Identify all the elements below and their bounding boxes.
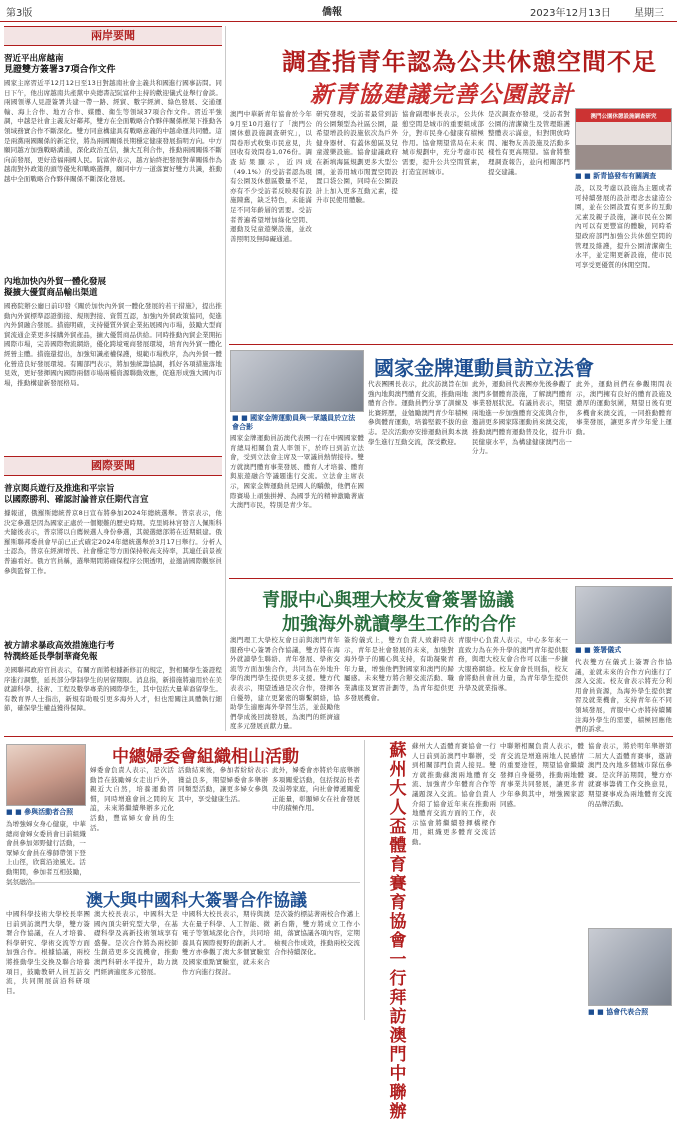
top-story-body-col3: 協會副理事長表示，公共休憩空間是城市的重要組成部分，對市民身心健康有積極作用。協會期望當局在未來城市規劃中，充分考慮市民需要，提升公共空間質素，打造宜居城市。 [402, 110, 484, 176]
section-divider [229, 344, 673, 345]
suzhou-vertical-headline: 蘇州大人盃體育賽育協會一行拜訪澳門中聯辦 [389, 741, 407, 1122]
hiking-group-photo [6, 744, 86, 806]
article-body: 據報道，俄羅斯總統普京8日宣布將參加2024年總統選舉。普京表示，他決定參選是因為國家正處於一個艱難的歷史時期。克里姆林宮發言人佩斯科夫隨後表示，普京將以自薦候選人身份參選，其競選總部將在近期組建。俄羅斯聯邦委員會早前已正式確定2024年總統選舉於3月17日舉行。分析人士認為，普京在經濟增長、社會穩定等方面保持較高支持率，其連任前景被普遍看好。俄方官員稱，選舉期間將確保程序公開透明，並邀請國際觀察員參與監督工作。 [4, 509, 222, 575]
athletes-body-col1: 國家金牌運動員訪澳代表團一行在中國國家體育總局相關負責人率領下，於昨日到訪立法會，受到立法會主席及一眾議員熱情接待。雙方就澳門體育事業發展、體育人才培養、體育與旅遊融合等議題進行交流。立法會主席表示，國家金牌運動員是國人的驕傲，他們在國際賽場上頑強拼搏、為國爭光的精神激勵著廣大澳門市民，特別是青少年。 [230, 434, 364, 510]
photo-caption: ■ ■ 新青協發布有關調查 [575, 172, 672, 181]
section-title-cross-strait: 兩岸要聞 [4, 26, 222, 46]
athletes-body-col4: 此外，運動員們在參觀期間表示，澳門擁有良好的體育設施及濃厚的運動氛圍，期望日後有更多機會來澳交流，一同推動體育事業發展，讓更多青少年愛上運動。 [576, 380, 672, 436]
article-subheadline: 以國際勝利、確認討論普京任期代言宣 [4, 495, 149, 505]
suzhou-body-col1: 蘇州大人盃體育賽協會一行人日前到訪澳門中聯辦，受到相關部門負責人接見。雙方就推動蘇澳兩地體育交流、加強青少年體育合作等議題深入交流。協會負責人介紹了協會近年來在推動兩地體育交流方面的工作，表示協會將繼續發揮橋樑作用，組織更多體育交流活動。 [412, 742, 496, 846]
women-committee-body-col3: 活動結束後，參加者紛紛表示獲益良多，期望婦委會多舉辦同類型活動，讓更多婦女參與其中，享受健康生活。 [178, 766, 268, 803]
section-divider [6, 882, 360, 883]
article-subheadline: 擬擴大優質商品輸出渠道 [4, 288, 98, 298]
top-story-body-col4: 是次調查亦發現，受訪者對公園的清潔衛生及管理維護整體表示滿意，但對開放時間、寵物友善設施及活動多樣性有更高期望。協會將整理調查報告，並向相關部門提交建議。 [488, 110, 570, 176]
suzhou-body-col2: 中聯辦相關負責人表示，體育交流是增進兩地人民感情的重要途徑，期望協會繼續發揮自身優勢，推動兩地體育事業共同發展，讓更多青少年參與其中，增強國家認同感。 [500, 742, 584, 808]
article-headline: 習近平出席越南 [4, 54, 64, 64]
left-column [4, 26, 222, 762]
youth-centre-body-col1: 澳門理工大學校友會日前與澳門青年服務中心簽署合作協議，雙方將在海外就讀學生聯絡、青年發展、學術交流等方面加強合作，共同為在外地升學的澳門學生提供更多支援。雙方代表表示，期望透過是次合作，發揮各自優勢，建立更緊密的聯繫網絡，協助學生適應海外學習生活，並鼓勵他們學成後回澳發展，為澳門的經濟適度多元發展貢獻力量。 [230, 636, 340, 731]
athletes-body-col2: 代表團團長表示，此次訪澳旨在加強內地與澳門體育交流，推動兩地體育合作。運動員們分享了訓練及比賽經歷，並勉勵澳門青少年積極參與體育運動，培養堅毅不拔的意志。是次活動亦安排運動員與本澳學生進行互動交流，深受歡迎。 [368, 380, 468, 446]
article-body: 美國聯邦政府官員表示，有關方面將根據新修訂的規定，對相關學生簽證程序進行調整，延長部分學制學生的居留期限。消息指，新措施將適用於在美就讀科學、技術、工程及數學專業的國際學生，其中包括大量華裔留學生。有教育界人士指出，新規有助吸引更多海外人才，但也需關注具體執行細節，確保學生權益獲得保障。 [4, 666, 222, 713]
article-headline: 被方請求暴政高效措施進行考 [4, 641, 115, 651]
section-title-international: 國際要聞 [4, 456, 222, 476]
section-divider [4, 736, 673, 737]
article-subheadline: 見證雙方簽署37項合作文件 [4, 65, 116, 75]
article-headline: 內地加快內外貿一體化發展 [4, 277, 107, 287]
women-committee-headline: 中總婦委會組織相山活動 [112, 747, 299, 767]
universities-body-col4: 是次簽約標誌著兩校合作邁上新台階，雙方將成立工作小組，落實協議各項內容，定期檢視合作成效，推動兩校交流合作持續深化。 [274, 910, 360, 957]
survey-press-photo [575, 108, 672, 170]
article-body: 國家主席習近平12月12日至13日對越南社會主義共和國進行國事訪問。同日下午，他出席越南共產黨中央總書記阮富仲主持的歡迎儀式並舉行會談。兩國領導人見證簽署共建一帶一路、經貿、數字經濟、綠色發展、交通運輸、海上合作、地方合作、媒體、衛生等領域37項合作文件。習近平強調，中越是社會主義友好鄰邦，雙方在全面戰略合作夥伴關係框架下推動各領域務實合作不斷深化。雙方同意構建具有戰略意義的中越命運共同體。這是兩黨兩國關係的新定位，將為兩國關係長期穩定健康發展指明方向。中方願同越方加強戰略溝通，深化政治互信，擴大互利合作，推動兩國關係不斷向前發展，更好造福兩國人民。阮富仲表示，越方始終把發展對華關係作為越南對外政策的頭等優先和戰略選擇，願同中方一道落實好雙方共識，推動越中全面戰略合作夥伴關係不斷深化發展。 [4, 79, 222, 183]
issue-weekday: 星期三 [634, 8, 664, 19]
top-story-headline: 調查指青年認為公共休憩空間不足 [282, 47, 657, 76]
universities-body-col3: 中國科大校長表示，期待與澳大在量子科學、人工智能、微電子等領域深化合作，共同培養具有國際視野的創新人才。雙方亦參觀了澳大多個實驗室及國家重點實驗室，就未來合作方向進行探討。 [182, 910, 270, 976]
athletes-group-photo [230, 350, 364, 412]
section-divider [229, 578, 673, 579]
page-number: 第3版 [6, 8, 33, 19]
page-header [0, 0, 677, 22]
athletes-body-col3: 此外，運動員代表團亦先後參觀了澳門多個體育設施，了解澳門體育事業發展狀況。有議員表示，期望兩地進一步加強體育交流與合作，邀請更多國家隊運動員來澳交流，推動澳門體育運動普及化，提升市民健康水平，為構建健康澳門出一分力。 [472, 380, 572, 456]
youth-centre-subheadline: 加強海外就讀學生工作的合作 [282, 614, 516, 635]
column-divider [225, 26, 226, 731]
column-divider [364, 740, 365, 1020]
article-headline: 普京閱兵遊行及推進和平宗旨 [4, 484, 115, 494]
athletes-headline: 國家金牌運動員訪立法會 [374, 356, 594, 380]
universities-body-col1: 中國科學技術大學校長率團日前到訪澳門大學，雙方簽署合作協議，在人才培養、科學研究、學術交流等方面加強合作。根據協議，兩校將推動學生交換及聯合培養項目，鼓勵教研人員互訪交流，共同開展前沿科研項目。 [6, 910, 90, 995]
suzhou-body-col3: 協會表示，將於明年舉辦第二屆大人盃體育賽事，邀請澳門及內地多個城市隊伍參賽。是次拜訪期間，雙方亦就賽事籌備工作交換意見，期望賽事成為兩地體育交流的品牌活動。 [588, 742, 672, 808]
women-committee-body-col4: 此外，婦委會亦將於年底舉辦多項關愛活動，包括探訪長者及弱勢家庭，向社會傳遞關愛正能量，彰顯婦女在社會發展中的積極作用。 [272, 766, 360, 813]
women-committee-body-col1: 為增強婦女身心健康，中華總商會婦女委員會日前組織會員參加郊野健行活動，一眾婦女會員在導師帶領下登上山徑，欣賞沿途風光。活動期間，參加者互相鼓勵， [6, 820, 86, 876]
top-story-side-body: 設，以及考慮以設施為主題或者可持續發展的設計理念去建造公園，並在公園設置有更多的互動元素及親子設施，讓市民在公園內可以有更豐富的體驗，同時希望政府部門加強公共休憩空間的管理及維護，提升公園清潔衛生水平，並定期更新設施，使市民可享受更優質的休閒空間。 [575, 184, 672, 269]
article-subheadline: 特潤終延長學制華裔免報 [4, 652, 98, 662]
universities-body-col2: 澳大校長表示，中國科大是國內頂尖研究型大學，在基礎科學及高新技術領域享有盛譽。是次合作將為兩校師生創造更多交流機會，推動澳門科研水平提升，助力澳門經濟適度多元發展。 [94, 910, 178, 976]
youth-centre-headline: 青服中心與理大校友會簽署協議 [262, 590, 514, 611]
photo-caption: ■ ■ 簽署儀式 [575, 646, 672, 655]
article-body: 國務院辦公廳日前印發《關於加快內外貿一體化發展的若干措施》，提出推動內外貿標準認證銜接、規則對接、資質互認，加強內外貿政策協同，促進內外貿融合發展。措施明確，支持優質外貿企業拓展國內市場，鼓勵大型商貿流通企業更多採購外貿產品，擴大優質商品供給。同時推動內貿企業開拓國際市場，完善國際物流網絡，優化跨境電商發展環境，培育內外貿一體化經營主體。措施還提出，加強知識產權保護，規範市場秩序，為內外貿一體化營造良好發展環境。有關部門表示，將加強統籌協調，抓好各項措施落地見效，更好發揮國內國際兩個市場兩種資源聯動效應，促進形成強大國內市場，推動構建新發展格局。 [4, 302, 222, 387]
masthead: 僑報 [322, 7, 342, 18]
signing-ceremony-photo [575, 586, 672, 644]
women-committee-body-col2: 婦委會負責人表示，是次活動旨在鼓勵婦女走出戶外，親近大自然，培養運動習慣，同時增進會員之間的友誼，未來將繼續舉辦多元化活動，豐富婦女會員的生活。 [90, 766, 174, 832]
suzhou-delegation-photo [588, 928, 672, 1006]
photo-caption: ■ ■ 協會代表合照 [588, 1008, 672, 1017]
top-story-body-col1: 澳門中華新青年協會於今年9月至10月進行了「澳門公園休憩設施調查研究」，以問卷形式收集市民意見，共回收有效問卷1,076份。調查結果顯示，近四成（49.1%）的受訪者認為現有公園及休憩區數量不足，亦有不少受訪者反映現有設施陳舊，缺乏特色，未能滿足不同年齡層的需要。受訪者普遍希望增加綠化空間、運動及兒童遊樂設施，並改善照明及無障礙通道。 [230, 110, 312, 243]
issue-date: 2023年12月13日 [530, 8, 611, 19]
universities-headline: 澳大與中國科大簽署合作協議 [86, 891, 307, 911]
youth-centre-side-body: 代表雙方在儀式上簽署合作協議，並就未來的合作方向進行了深入交流。校友會表示將充分利用會員資源，為海外學生提供實習及就業機會，支持青年在不同領域發展，青服中心亦將持續關注海外學生的需要，積極回應他們的訴求。 [575, 658, 672, 734]
top-story-body-col2: 研究發現，受訪者最常到訪的公園類型為社區公園，最希望增設的設施依次為戶外健身器材、有蓋休憩區及兒童遊樂設施。協會建議政府在新填海區規劃更多大型公園，並善用城市閒置空間設置口袋公園，同時在公園設計上加入更多互動元素，提升市民使用體驗。 [316, 110, 398, 205]
photo-caption: ■ ■ 國家金牌運動員與一眾議員於立法會合影 [232, 414, 362, 432]
youth-centre-body-col2: 簽約儀式上，雙方負責人致辭時表示，青年是社會發展的未來，加強對海外學子的關心與支持，有助凝聚青年力量，增強他們對國家和澳門的歸屬感。未來雙方將合辦交流活動、職業講座及實習計劃等，為青年提供更多發展機會。 [344, 636, 454, 702]
photo-caption: ■ ■ 參與活動者合照 [6, 808, 86, 817]
top-story-subheadline: 新青協建議完善公園設計 [310, 81, 574, 108]
banner-text: 澳門公園休憩設施調查研究 [590, 114, 657, 120]
youth-centre-body-col3: 青服中心負責人表示，中心多年來一直致力為在外升學的澳門青年提供服務，與理大校友會合作可以進一步擴大服務網絡。校友會會長則指，校友會將動員會員力量，為青年學生提供升學及就業指導。 [458, 636, 568, 692]
